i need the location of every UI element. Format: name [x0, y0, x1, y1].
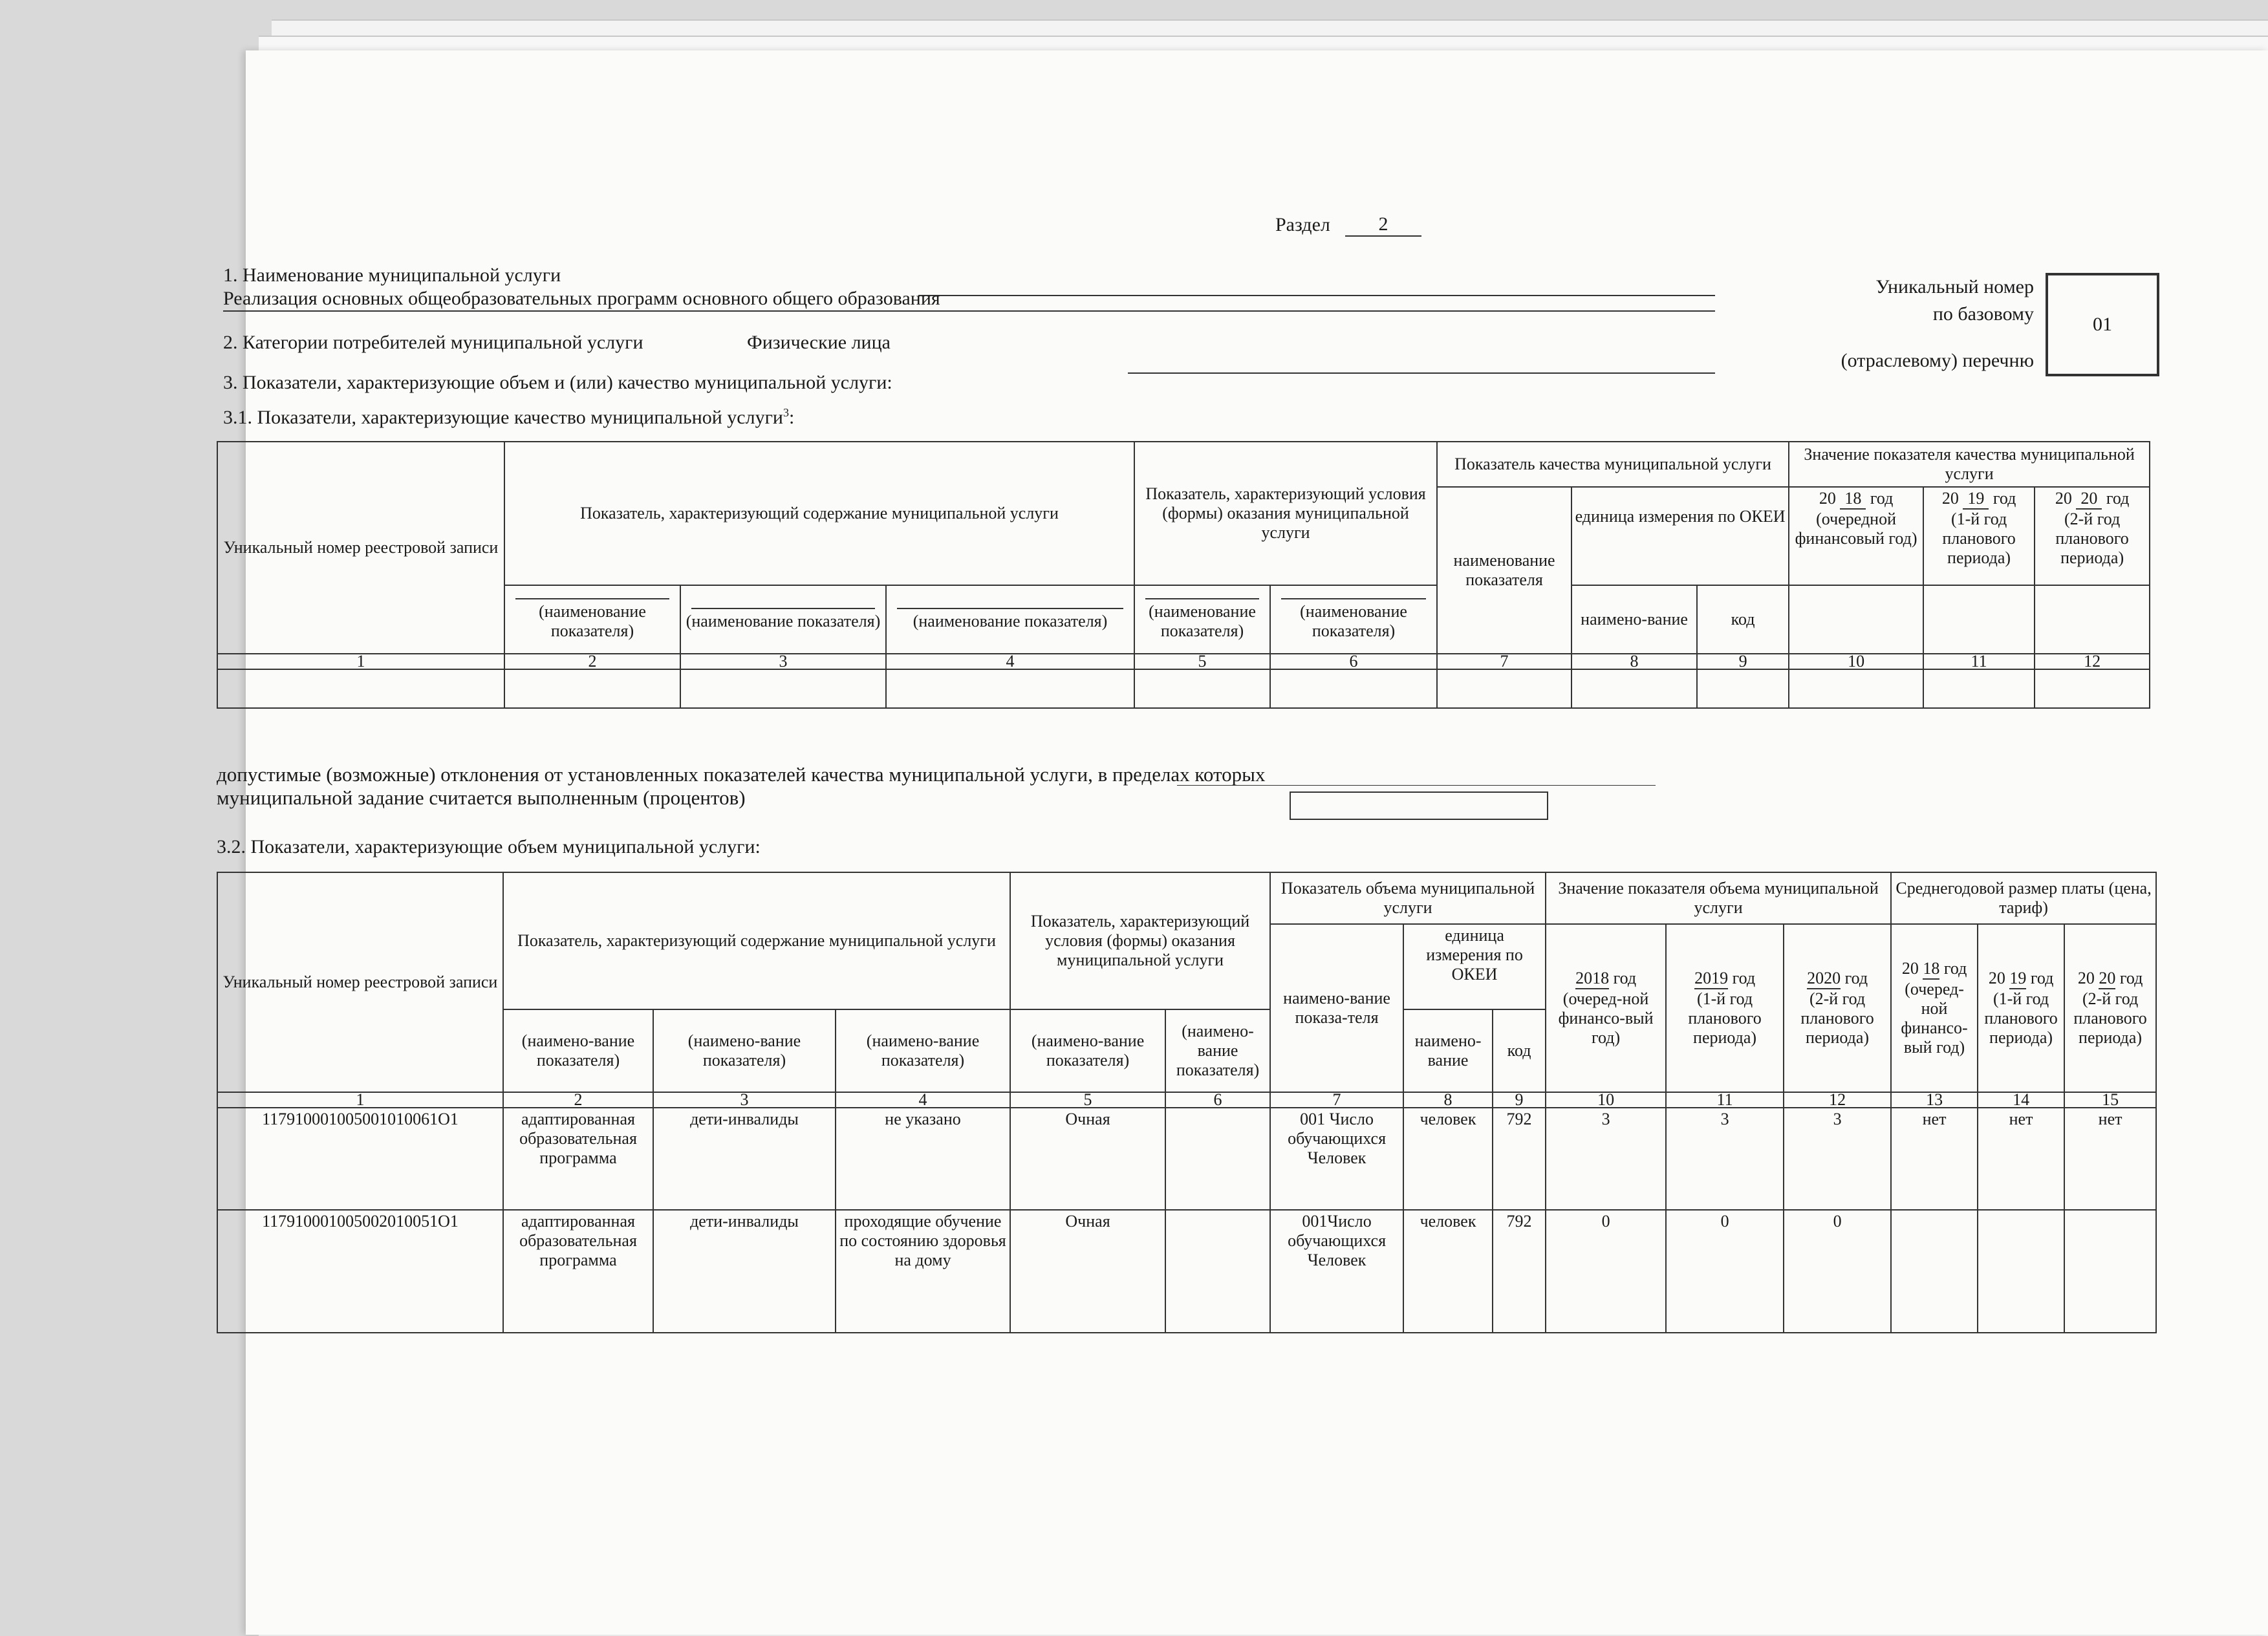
row-v2020: 3 — [1784, 1108, 1891, 1210]
q-sub-name-5: (наименование показателя) — [1270, 585, 1437, 654]
quality-heading: 3.1. Показатели, характеризующие качество муниципальной услуги$^3$: — [223, 406, 795, 428]
v-colnum: 2 — [503, 1092, 653, 1108]
v-sub-name-1: (наимено-вание показателя) — [503, 1009, 653, 1092]
row-c1: адаптированная образовательная программа — [503, 1108, 653, 1210]
row-c1: адаптированная образовательная программа — [503, 1210, 653, 1333]
section-number: 2 — [1345, 213, 1421, 237]
indicators-heading: 3. Показатели, характеризующие объем и (или) качество муниципальной услуги: — [223, 372, 892, 393]
q-colnum: 2 — [504, 654, 680, 669]
quality-table — [217, 441, 2150, 709]
row-v2018: 0 — [1546, 1210, 1666, 1333]
v-header-2019: 2019 год (1-й год планового периода) — [1666, 924, 1784, 1092]
row-code: 792 — [1493, 1108, 1546, 1210]
unique-number-line2: по базовому — [1932, 303, 2034, 325]
v-sub-name-4: (наимено-вание показателя) — [1010, 1009, 1165, 1092]
v-sub-name-3: (наимено-вание показателя) — [836, 1009, 1010, 1092]
v-header-fee-2019: 20 19 год (1-й год планового периода) — [1978, 924, 2064, 1092]
v-colnum: 5 — [1010, 1092, 1165, 1108]
q-header-content: Показатель, характеризующий содержание муниципальной услуги — [504, 442, 1134, 585]
q-colnum: 6 — [1270, 654, 1437, 669]
q-col-numbers — [217, 654, 2150, 669]
v-unit-name: наимено-вание — [1403, 1009, 1493, 1092]
v-colnum: 12 — [1784, 1092, 1891, 1108]
q-colnum: 8 — [1571, 654, 1697, 669]
v-header-fee-2020: 20 20 год (2-й год планового периода) — [2064, 924, 2156, 1092]
q-empty-row — [217, 669, 2150, 708]
v-header-content: Показатель, характеризующий содержание муниципальной услуги — [503, 872, 1010, 1009]
q-colnum: 3 — [680, 654, 886, 669]
deviation-line2: муниципальной задание считается выполненным (процентов) — [217, 786, 746, 809]
v-colnum: 1 — [217, 1092, 503, 1108]
table-row — [217, 1108, 2156, 1210]
service-name-label: 1. Наименование муниципальной услуги — [223, 264, 561, 286]
q-sub-name-3: (наименование показателя) — [886, 585, 1134, 654]
q-header-quality: Показатель качества муниципальной услуги — [1437, 442, 1789, 487]
volume-heading: 3.2. Показатели, характеризующие объем муниципальной услуги: — [217, 836, 761, 857]
row-code: 792 — [1493, 1210, 1546, 1333]
v-header-volume: Показатель объема муниципальной услуги — [1270, 872, 1546, 924]
v-colnum: 6 — [1165, 1092, 1270, 1108]
row-f2018: нет — [1891, 1108, 1978, 1210]
v-unit-code: код — [1493, 1009, 1546, 1092]
q-header-unit: единица измерения по ОКЕИ — [1571, 487, 1789, 585]
row-v2018: 3 — [1546, 1108, 1666, 1210]
v-colnum: 4 — [836, 1092, 1010, 1108]
row-c2: дети-инвалиды — [653, 1210, 836, 1333]
consumers-value: Физические лица — [747, 332, 891, 353]
q-colnum: 7 — [1437, 654, 1571, 669]
v-colnum: 3 — [653, 1092, 836, 1108]
row-c2: дети-инвалиды — [653, 1108, 836, 1210]
row-f2020: нет — [2064, 1108, 2156, 1210]
v-sub-name-5: (наимено-вание показателя) — [1165, 1009, 1270, 1092]
q-unit-code: код — [1697, 585, 1789, 654]
q-header-conditions: Показатель, характеризующий условия (формы) оказания муниципальной услуги — [1134, 442, 1437, 585]
deviation-line1: допустимые (возможные) отклонения от установленных показателей качества муниципальной услуги, в пределах которых — [217, 763, 1266, 786]
v-header-unit: единица измерения по ОКЕИ — [1403, 924, 1546, 1009]
v-header-fee-2018: 20 18 год (очеред-ной финансо-вый год) — [1891, 924, 1978, 1092]
q-header-year3: 20 20 год (2-й год планового периода) — [2035, 487, 2150, 585]
unique-number-box — [2046, 273, 2159, 376]
q-header-registry: Уникальный номер реестровой записи — [217, 442, 504, 654]
document-page — [217, 50, 2268, 1635]
unique-number-line3: (отраслевому) перечню — [1841, 350, 2034, 371]
q-sub-name-4: (наименование показателя) — [1134, 585, 1270, 654]
v-colnum: 8 — [1403, 1092, 1493, 1108]
v-header-conditions: Показатель, характеризующий условия (формы) оказания муниципальной услуги — [1010, 872, 1270, 1009]
v-header-name: наимено-вание показа-теля — [1270, 924, 1403, 1092]
row-unit: человек — [1403, 1210, 1493, 1333]
row-f2018 — [1891, 1210, 1978, 1333]
row-c4: Очная — [1010, 1108, 1165, 1210]
row-indicator: 001Число обучающихся Человек — [1270, 1210, 1403, 1333]
v-col-numbers — [217, 1092, 2156, 1108]
row-f2019: нет — [1978, 1108, 2064, 1210]
row-unit: человек — [1403, 1108, 1493, 1210]
v-colnum: 10 — [1546, 1092, 1666, 1108]
q-sub-name-1: (наименование показателя) — [504, 585, 680, 654]
v-colnum: 15 — [2064, 1092, 2156, 1108]
row-indicator: 001 Число обучающихся Человек — [1270, 1108, 1403, 1210]
q-colnum: 4 — [886, 654, 1134, 669]
row-f2020 — [2064, 1210, 2156, 1333]
volume-table — [217, 872, 2157, 1333]
table-row — [217, 1210, 2156, 1333]
v-header-2020: 2020 год (2-й год планового периода) — [1784, 924, 1891, 1092]
v-header-2018: 2018 год (очеред-ной финансо-вый год) — [1546, 924, 1666, 1092]
deviation-percent-box[interactable] — [1290, 791, 1548, 820]
v-colnum: 14 — [1978, 1092, 2064, 1108]
row-c5 — [1165, 1108, 1270, 1210]
row-c5 — [1165, 1210, 1270, 1333]
v-colnum: 11 — [1666, 1092, 1784, 1108]
row-v2019: 0 — [1666, 1210, 1784, 1333]
v-header-registry: Уникальный номер реестровой записи — [217, 872, 503, 1092]
q-colnum: 1 — [217, 654, 504, 669]
q-colnum: 9 — [1697, 654, 1789, 669]
consumers-label: 2. Категории потребителей муниципальной услуги — [223, 332, 643, 353]
q-unit-name: наимено-вание — [1571, 585, 1697, 654]
q-header-name: наименование показателя — [1437, 487, 1571, 654]
row-f2019 — [1978, 1210, 2064, 1333]
v-sub-name-2: (наимено-вание показателя) — [653, 1009, 836, 1092]
v-colnum: 13 — [1891, 1092, 1978, 1108]
v-colnum: 7 — [1270, 1092, 1403, 1108]
q-header-year2: 20 19 год (1-й год планового периода) — [1923, 487, 2035, 585]
q-colnum: 12 — [2035, 654, 2150, 669]
unique-number-line1: Уникальный номер — [1875, 276, 2034, 297]
unique-number-value: 01 — [2093, 314, 2112, 335]
section-label: Раздел — [1275, 214, 1330, 235]
q-colnum: 10 — [1789, 654, 1923, 669]
v-header-value: Значение показателя объема муниципальной услуги — [1546, 872, 1891, 924]
row-registry: 117910001005002010051О1 — [217, 1210, 503, 1333]
q-sub-name-2: (наименование показателя) — [680, 585, 886, 654]
v-header-fee: Среднегодовой размер платы (цена, тариф) — [1891, 872, 2156, 924]
q-header-value: Значение показателя качества муниципальной услуги — [1789, 442, 2150, 487]
row-v2019: 3 — [1666, 1108, 1784, 1210]
q-colnum: 11 — [1923, 654, 2035, 669]
service-name-value: Реализация основных общеобразовательных программ основного общего образования — [223, 288, 940, 309]
v-colnum: 9 — [1493, 1092, 1546, 1108]
q-header-year1: 20 18 год (очередной финансовый год) — [1789, 487, 1923, 585]
row-c3: проходящие обучение по состоянию здоровья на дому — [836, 1210, 1010, 1333]
row-v2020: 0 — [1784, 1210, 1891, 1333]
q-colnum: 5 — [1134, 654, 1270, 669]
row-c3: не указано — [836, 1108, 1010, 1210]
row-c4: Очная — [1010, 1210, 1165, 1333]
row-registry: 117910001005001010061О1 — [217, 1108, 503, 1210]
